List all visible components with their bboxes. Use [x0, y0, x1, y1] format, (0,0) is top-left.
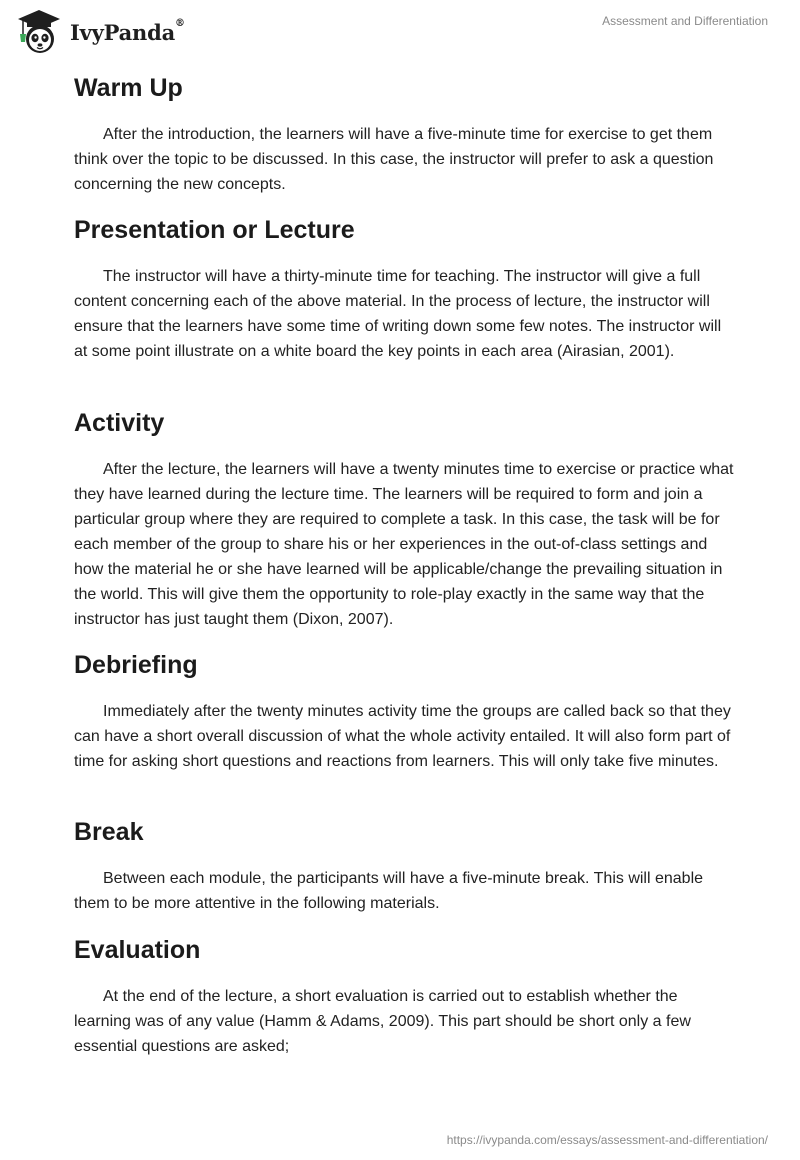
- section-presentation: [74, 210, 734, 364]
- panda-graduation-cap-icon: [14, 8, 64, 56]
- section-heading: Activity: [74, 409, 165, 437]
- brand-logo[interactable]: [14, 8, 189, 56]
- page-header: [0, 0, 800, 60]
- section-paragraph: Immediately after the twenty minutes activity time the groups are called back so that they can have a short overall discussion of what the whole activity entailed. It will also form part of time for asking short questions and reactions from learners. This will only take five minutes.: [74, 703, 731, 770]
- section-paragraph: After the lecture, the learners will have a twenty minutes time to exercise or practice what they have learned during the lecture time. The learners will be required to form and join a particular group where they are required to complete a task. In this case, the task will be for each member of the group to share his or her experiences in the out-of-class settings and how the material he or she have learned will be applicable/change the prevailing situation in the world. This will give them the opportunity to role-play exactly in the same way that the instructor has just taught them (Dixon, 2007).: [74, 461, 734, 628]
- section-evaluation: [74, 930, 734, 1059]
- section-heading: Break: [74, 818, 144, 846]
- brand-name: IvyPanda®: [70, 17, 185, 45]
- section-heading: Evaluation: [74, 936, 201, 964]
- source-url-link[interactable]: https://ivypanda.com/essays/assessment-and-differentiation/: [446, 1133, 768, 1147]
- section-heading: Debriefing: [74, 651, 198, 679]
- section-break: [74, 812, 734, 916]
- section-heading: Warm Up: [74, 74, 183, 102]
- section-heading: Presentation or Lecture: [74, 216, 355, 244]
- section-paragraph: After the introduction, the learners will have a five-minute time for exercise to get them think over the topic to be discussed. In this case, the instructor will prefer to ask a question concerning the new concepts.: [74, 126, 714, 193]
- section-paragraph: At the end of the lecture, a short evaluation is carried out to establish whether the learning was of any value (Hamm & Adams, 2009). This part should be short only a few essential questions are asked;: [74, 988, 691, 1055]
- section-debriefing: [74, 645, 734, 774]
- section-warm-up: [74, 68, 734, 197]
- section-paragraph: The instructor will have a thirty-minute time for teaching. The instructor will give a full content concerning each of the above material. In the process of lecture, the instructor will ensure that the learners have some time of writing down some few notes. The instructor will at some point illustrate on a white board the key points in each area (Airasian, 2001).: [74, 268, 722, 360]
- document-title: Assessment and Differentiation: [602, 14, 768, 28]
- section-paragraph: Between each module, the participants will have a five-minute break. This will enable them to be more attentive in the following materials.: [74, 870, 704, 912]
- section-activity: [74, 403, 734, 632]
